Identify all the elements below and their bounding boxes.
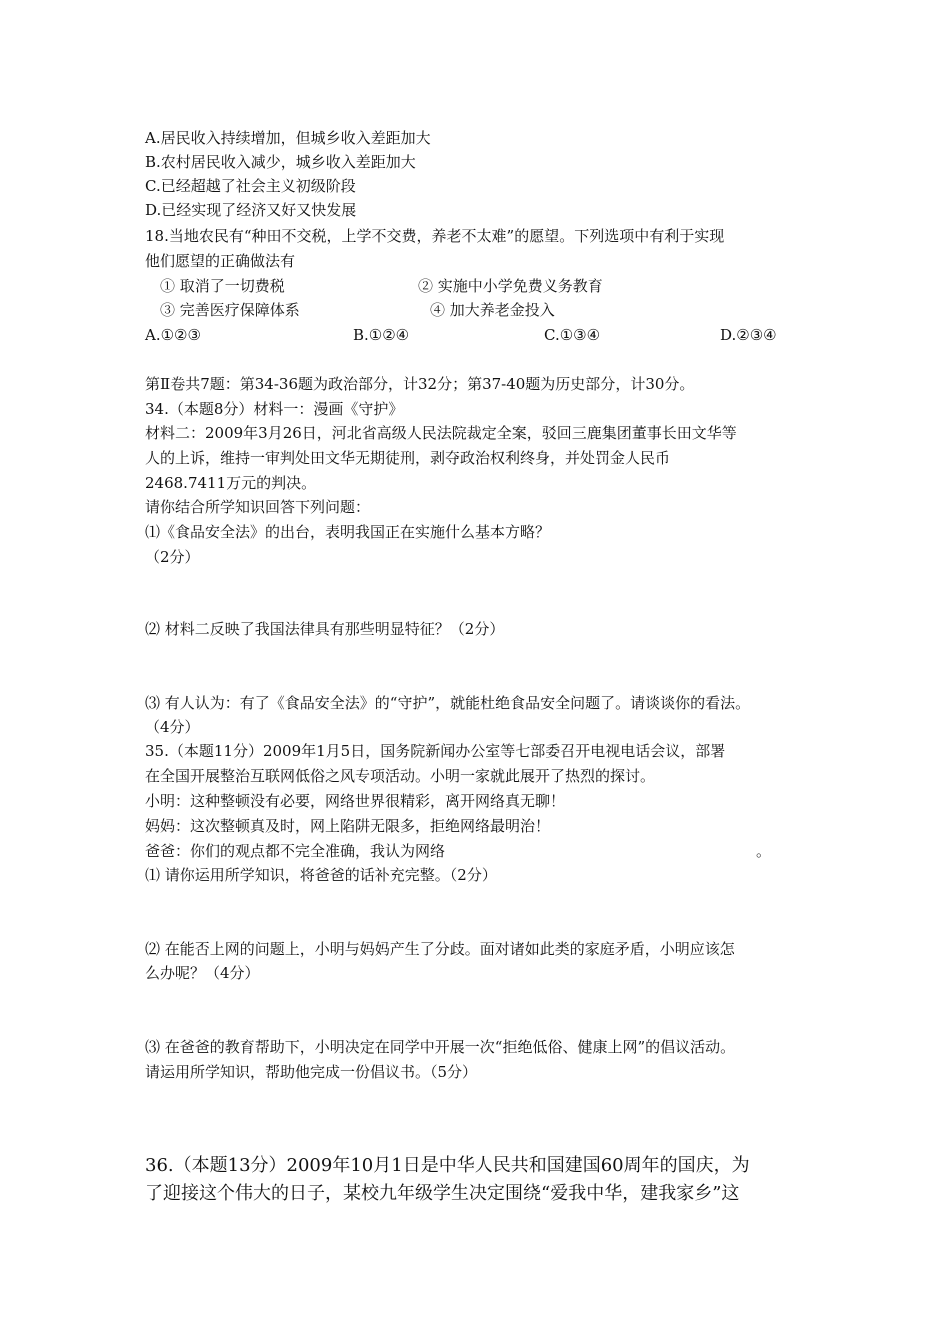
q18-choice-a: A.①②③: [145, 326, 201, 344]
q17-option-c: C.已经超越了社会主义初级阶段: [145, 177, 356, 195]
q18-item-4: ④ 加大养老金投入: [430, 301, 555, 319]
q18-stem-line2: 他们愿望的正确做法有: [145, 252, 296, 270]
q35-subquestion-2-line1: ⑵ 在能否上网的问题上，小明与妈妈产生了分歧。面对诸如此类的家庭矛盾，小明应该怎: [145, 940, 735, 958]
q35-stem-line1: 35.（本题11分）2009年1月5日，国务院新闻办公室等七部委召开电视电话会议，部署: [145, 742, 726, 760]
q34-subquestion-2: ⑵ 材料二反映了我国法律具有那些明显特征？（2分）: [145, 620, 505, 638]
q34-subquestion-1-score: （2分）: [145, 548, 200, 566]
q35-subquestion-2-line2: 么办呢？（4分）: [145, 964, 260, 982]
q18-item-2: ② 实施中小学免费义务教育: [418, 277, 603, 295]
q17-option-a: A.居民收入持续增加，但城乡收入差距加大: [145, 129, 431, 147]
q17-option-b: B.农村居民收入减少，城乡收入差距加大: [145, 153, 416, 171]
q18-item-1: ① 取消了一切费税: [160, 277, 285, 295]
q34-subquestion-1: ⑴《食品安全法》的出台，表明我国正在实施什么基本方略？: [145, 523, 551, 541]
q35-subquestion-3-line1: ⑶ 在爸爸的教育帮助下，小明决定在同学中开展一次“拒绝低俗、健康上网”的倡议活动。: [145, 1038, 736, 1056]
q35-xiaoming-line: 小明：这种整顿没有必要，网络世界很精彩，离开网络真无聊！: [145, 792, 566, 810]
q34-subquestion-3: ⑶ 有人认为：有了《食品安全法》的“守护”，就能杜绝食品安全问题了。请谈谈你的看法。: [145, 694, 751, 712]
part2-intro: 第Ⅱ卷共7题：第34-36题为政治部分，计32分；第37-40题为历史部分，计30分。: [145, 375, 695, 393]
q35-stem-line2: 在全国开展整治互联网低俗之风专项活动。小明一家就此展开了热烈的探讨。: [145, 767, 656, 785]
q18-stem-line1: 18.当地农民有“种田不交税，上学不交费，养老不太难”的愿望。下列选项中有利于实现: [145, 227, 725, 245]
q18-choice-c: C.①③④: [544, 326, 601, 344]
q35-baba-line-end: 。: [756, 842, 772, 860]
q17-option-d: D.已经实现了经济又好又快发展: [145, 201, 357, 219]
q34-head: 34.（本题8分）材料一：漫画《守护》: [145, 400, 404, 418]
q35-subquestion-1: ⑴ 请你运用所学知识，将爸爸的话补充完整。（2分）: [145, 866, 497, 884]
q18-choice-d: D.②③④: [720, 326, 777, 344]
q34-subquestion-3-score: （4分）: [145, 718, 200, 736]
q35-mama-line: 妈妈：这次整顿真及时，网上陷阱无限多，拒绝网络最明治！: [145, 817, 551, 835]
q35-subquestion-3-line2: 请运用所学知识，帮助他完成一份倡议书。（5分）: [145, 1063, 478, 1081]
q35-baba-line: 爸爸：你们的观点都不完全准确，我认为网络: [145, 842, 446, 860]
q18-item-3: ③ 完善医疗保障体系: [160, 301, 300, 319]
q34-material2-line1: 材料二：2009年3月26日，河北省高级人民法院裁定全案，驳回三鹿集团董事长田文华等: [145, 424, 737, 442]
q34-material2-line2: 人的上诉，维持一审判处田文华无期徒刑，剥夺政治权利终身，并处罚金人民币: [145, 449, 671, 467]
q34-prompt: 请你结合所学知识回答下列问题：: [145, 498, 371, 516]
q34-material2-line3: 2468.7411万元的判决。: [145, 474, 317, 492]
q36-line2: 了迎接这个伟大的日子，某校九年级学生决定围绕“爱我中华，建我家乡”这: [145, 1183, 740, 1204]
q36-line1: 36.（本题13分）2009年10月1日是中华人民共和国建国60周年的国庆，为: [145, 1155, 750, 1176]
q18-choice-b: B.①②④: [353, 326, 410, 344]
